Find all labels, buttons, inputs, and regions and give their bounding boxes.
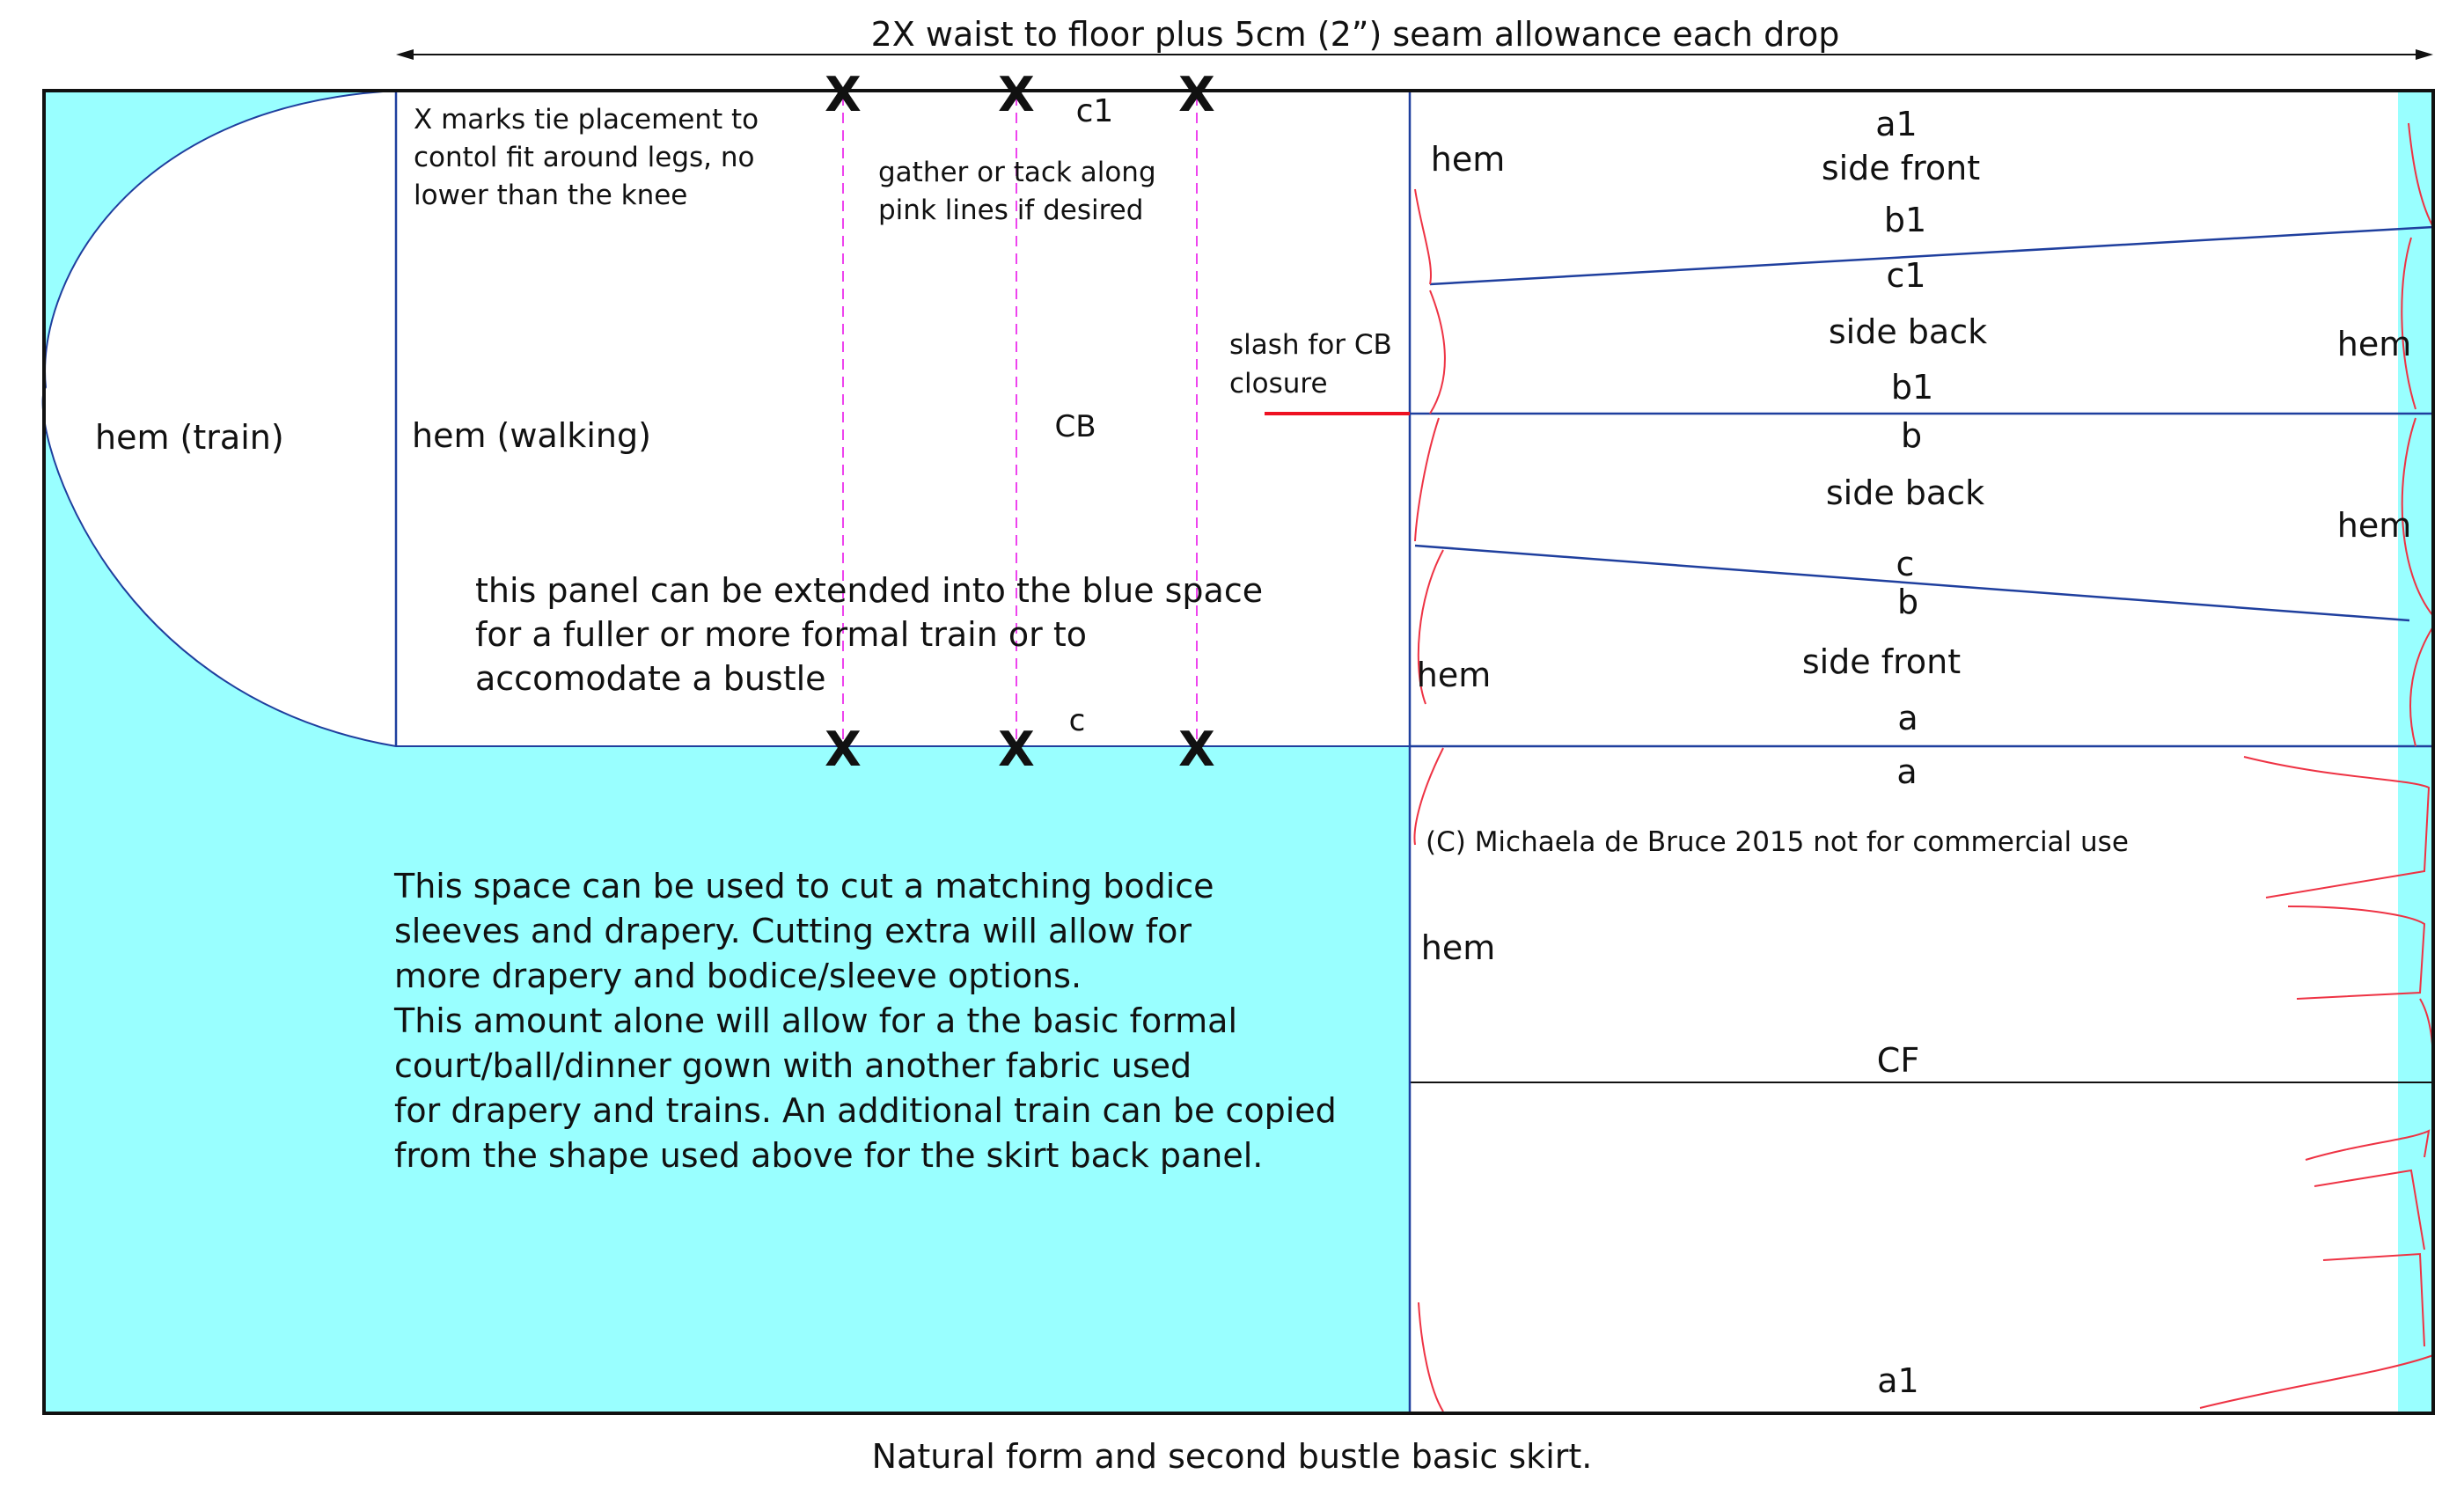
note-line: court/ball/dinner gown with another fabric used [394,1046,1192,1085]
note-line: X marks tie placement to [414,104,759,136]
arrowhead-left [396,49,414,60]
back-panel-top-label: c1 [1075,93,1114,129]
note-line: pink lines if desired [878,194,1144,226]
gore-side-front-2-top: b [1896,583,1919,621]
center-back-label: CB [1054,409,1096,444]
gore-front-cf: CF [1876,1041,1920,1080]
diagram-caption: Natural form and second bustle basic skirt. [871,1437,1593,1476]
gore-side-back-1-name: side back [1828,312,1988,351]
tie-mark-x: X [998,67,1035,122]
gore-side-back-1-bottom: b1 [1890,368,1934,407]
note-line: gather or tack along [878,157,1156,188]
back-panel-bottom-label: c [1068,703,1086,738]
gore-side-back-2-bottom: c [1896,545,1915,583]
arrowhead-right [2416,49,2433,60]
hem-train-label: hem (train) [95,418,284,457]
note-line: sleeves and drapery. Cutting extra will allow for [394,912,1192,950]
gore-side-front-1-bottom: b1 [1883,201,1927,239]
note-line: accomodate a bustle [475,659,826,698]
note-line: This amount alone will allow for a the basic formal [394,1001,1238,1040]
gore-side-front-1-top: a1 [1875,105,1918,143]
note-line: closure [1229,368,1328,400]
gore-side-back-2-name: side back [1825,473,1985,512]
gore-front-hem: hem [1420,928,1496,967]
note-line: This space can be used to cut a matching bodice [394,867,1214,906]
gore-front-top: a [1896,752,1918,791]
note-line: for drapery and trains. An additional train can be copied [394,1091,1337,1130]
tie-mark-x: X [1178,722,1215,777]
note-line: this panel can be extended into the blue space [475,571,1264,610]
copyright-note: (C) Michaela de Bruce 2015 not for commercial use [1426,826,2129,858]
gore-front-bottom: a1 [1877,1361,1919,1400]
tie-mark-x: X [998,722,1035,777]
gore-side-front-1-name: side front [1821,149,1981,187]
gore-side-front-2-hem: hem [1416,656,1492,694]
gore-side-back-2-hem: hem [2336,506,2412,545]
gore-side-back-2-top: b [1900,416,1923,455]
tie-mark-x: X [1178,67,1215,122]
gore-side-front-2-name: side front [1801,642,1962,681]
note-line: lower than the knee [414,180,688,211]
note-line: from the shape used above for the skirt back panel. [394,1136,1264,1175]
tie-mark-x: X [825,722,862,777]
gore-side-front-1-hem: hem [1430,140,1506,179]
hem-walking-label: hem (walking) [412,416,651,455]
note-line: for a fuller or more formal train or to [475,615,1087,654]
tie-mark-x: X [825,67,862,122]
note-line: more drapery and bodice/sleeve options. [394,957,1082,995]
gore-side-front-2-bottom: a [1897,699,1918,737]
note-line: slash for CB [1229,329,1392,361]
gore-side-back-1-hem: hem [2336,325,2412,363]
gore-side-back-1-top: c1 [1886,256,1926,295]
top-dimension-label: 2X waist to floor plus 5cm (2”) seam allowance each drop [870,15,1840,54]
note-line: contol fit around legs, no [414,142,755,173]
